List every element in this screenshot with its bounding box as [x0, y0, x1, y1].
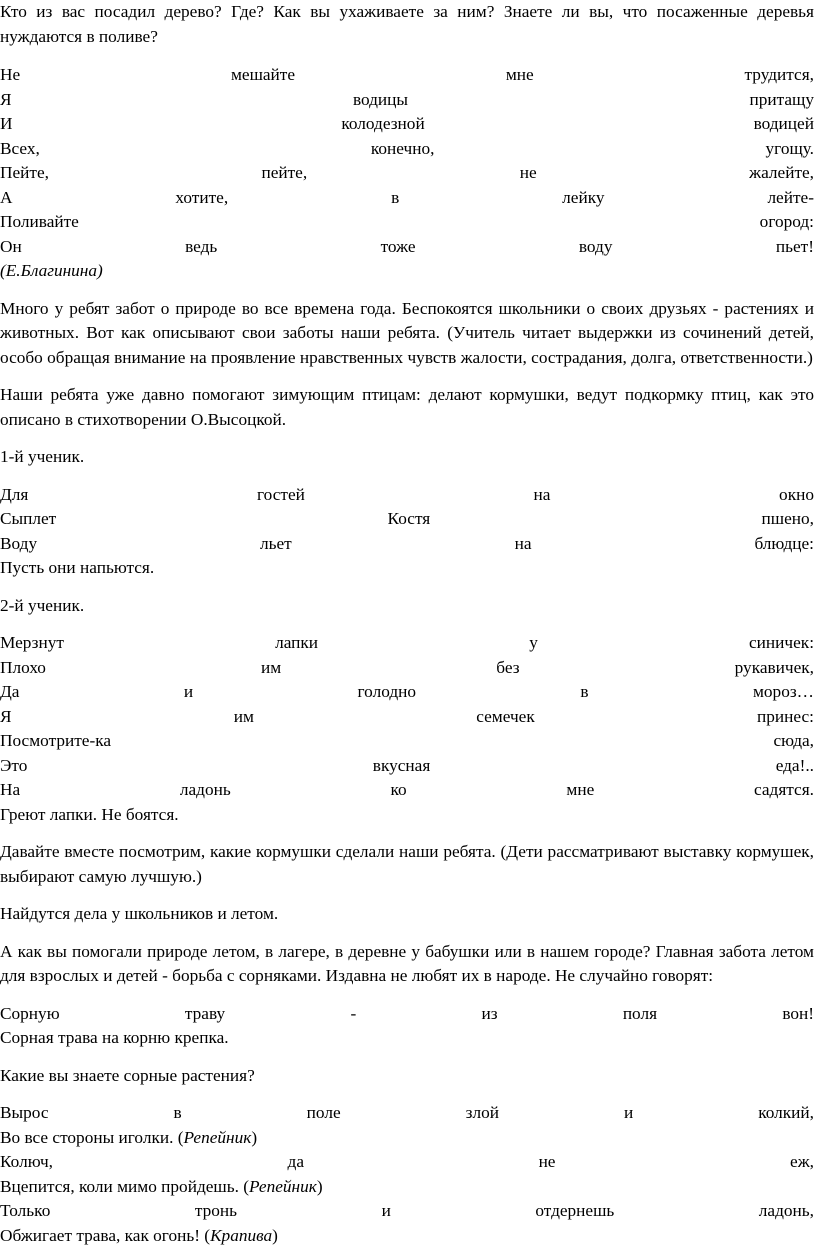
weeds-paragraph: А как вы помогали природе летом, в лагере, в деревне у бабушки или в нашем городе? Главная забота летом для взрослых и детей - борьба с сорняками. Издавна не любят их в народе. Не случайно говорят: — [0, 941, 814, 985]
verse-line: Для гостей на окно — [0, 484, 814, 504]
verse-line: Сорная трава на корню крепка. — [0, 1028, 229, 1047]
verse-line: Колюч, да не еж, — [0, 1152, 814, 1171]
verse-line: Плохо им без рукавичек, — [0, 657, 814, 677]
riddle-answer: Репейник — [249, 1176, 317, 1196]
verse-line: Всех, конечно, угощу. — [0, 138, 814, 158]
riddle-answer-line: Обжигает трава, как огонь! (Крапива) — [0, 1225, 278, 1245]
verse-line: Вырос в поле злой и колкий, — [0, 1103, 814, 1122]
poem-author: (Е.Благинина) — [0, 261, 103, 280]
poem-student-2 — [0, 631, 814, 827]
verse-line: На ладонь ко мне садятся. — [0, 780, 814, 799]
question-paragraph: Какие вы знаете сорные растения? — [0, 1065, 255, 1085]
verse-line: Сыплет Костя пшено, — [0, 509, 814, 528]
verse-line: Воду льет на блюдце: — [0, 533, 814, 553]
verse-line: Да и голодно в мороз… — [0, 682, 814, 701]
verse-line: Я водицы притащу — [0, 89, 814, 109]
verse-line: Пейте, пейте, не жалейте, — [0, 163, 814, 182]
riddles — [0, 1101, 814, 1248]
riddle-answer: Крапива — [210, 1225, 273, 1245]
verse-line: Я им семечек принес: — [0, 706, 814, 726]
verse-line: Это вкусная еда!.. — [0, 755, 814, 775]
proverb — [0, 1002, 814, 1051]
poem-student-1 — [0, 483, 814, 581]
riddle-answer-line: Вцепится, коли мимо пройдешь. (Репейник) — [0, 1176, 323, 1196]
riddle-answer-line: Во все стороны иголки. (Репейник) — [0, 1127, 258, 1147]
verse-line: И колодезной водицей — [0, 114, 814, 133]
student-1-label: 1-й ученик. — [0, 447, 85, 466]
summer-paragraph: Найдутся дела у школьников и летом. — [0, 904, 279, 923]
verse-line: Пусть они напьются. — [0, 558, 155, 577]
feeders-paragraph: Давайте вместе посмотрим, какие кормушки сделали наши ребята. (Дети рассматривают выставку кормушек, выбирают самую лучшую.) — [0, 842, 814, 886]
verse-line: Мерзнут лапки у синичек: — [0, 633, 814, 652]
verse-line: Не мешайте мне трудится, — [0, 65, 814, 84]
verse-line: Греют лапки. Не боятся. — [0, 804, 179, 824]
verse-line: Сорную траву - из поля вон! — [0, 1003, 814, 1023]
verse-line: Поливайте огород: — [0, 212, 814, 231]
care-paragraph: Много у ребят забот о природе во все времена года. Беспокоятся школьники о своих друзьях - растениях и животных. Вот как описывают свои заботы наши ребята. (Учитель читает выдержки из сочинений детей, особо обращая внимание на проявление нравственных чувств жалости, сострадания, долга, ответственности.) — [0, 298, 814, 367]
intro-paragraph: Кто из вас посадил дерево? Где? Как вы ухаживаете за ним? Знаете ли вы, что посаженные деревья нуждаются в поливе? — [0, 2, 814, 46]
verse-line: Посмотрите-ка сюда, — [0, 731, 814, 750]
verse-line: Он ведь тоже воду пьет! — [0, 236, 814, 256]
riddle-answer: Репейник — [183, 1127, 252, 1147]
student-2-label: 2-й ученик. — [0, 595, 85, 615]
birds-paragraph: Наши ребята уже давно помогают зимующим птицам: делают кормушки, ведут подкормку птиц, как это описано в стихотворении О.Высоцкой. — [0, 385, 814, 429]
verse-line: Только тронь и отдернешь ладонь, — [0, 1201, 814, 1220]
verse-line: А хотите, в лейку лейте- — [0, 187, 814, 207]
poem-blaginina — [0, 63, 814, 284]
